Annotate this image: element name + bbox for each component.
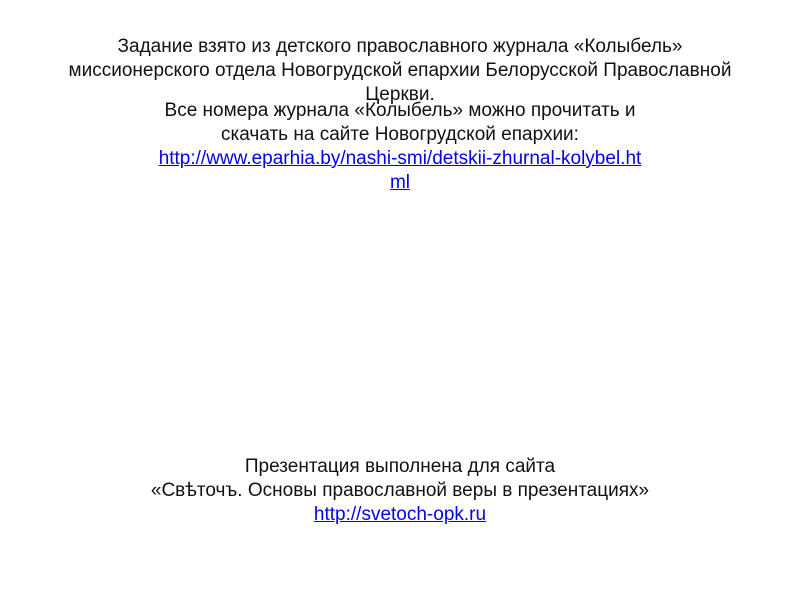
journal-info-block bbox=[0, 99, 800, 195]
journal-link[interactable] bbox=[0, 147, 800, 195]
intro-text-block bbox=[0, 35, 800, 107]
intro-line-3: Церкви. bbox=[365, 84, 435, 105]
journal-line-1: Все номера журнала «Колыбель» можно прочитать и bbox=[164, 100, 636, 121]
site-link[interactable]: http://svetoch-opk.ru bbox=[313, 504, 487, 525]
credit-line-2: «Свѣточъ. Основы православной веры в презентациях» bbox=[150, 480, 650, 501]
intro-line-1: Задание взято из детского православного журнала «Колыбель» bbox=[117, 36, 683, 57]
credit-line-1: Презентация выполнена для сайта bbox=[244, 456, 556, 477]
credit-block bbox=[0, 455, 800, 527]
journal-link-line-1: http://www.eparhia.by/nashi-smi/detskii-zhurnal-kolybel.ht bbox=[158, 148, 642, 169]
journal-link-line-2: ml bbox=[389, 172, 411, 193]
journal-line-2: скачать на сайте Новогрудской епархии: bbox=[221, 124, 579, 145]
intro-line-2: миссионерского отдела Новогрудской епархии Белорусской Православной bbox=[68, 60, 732, 81]
